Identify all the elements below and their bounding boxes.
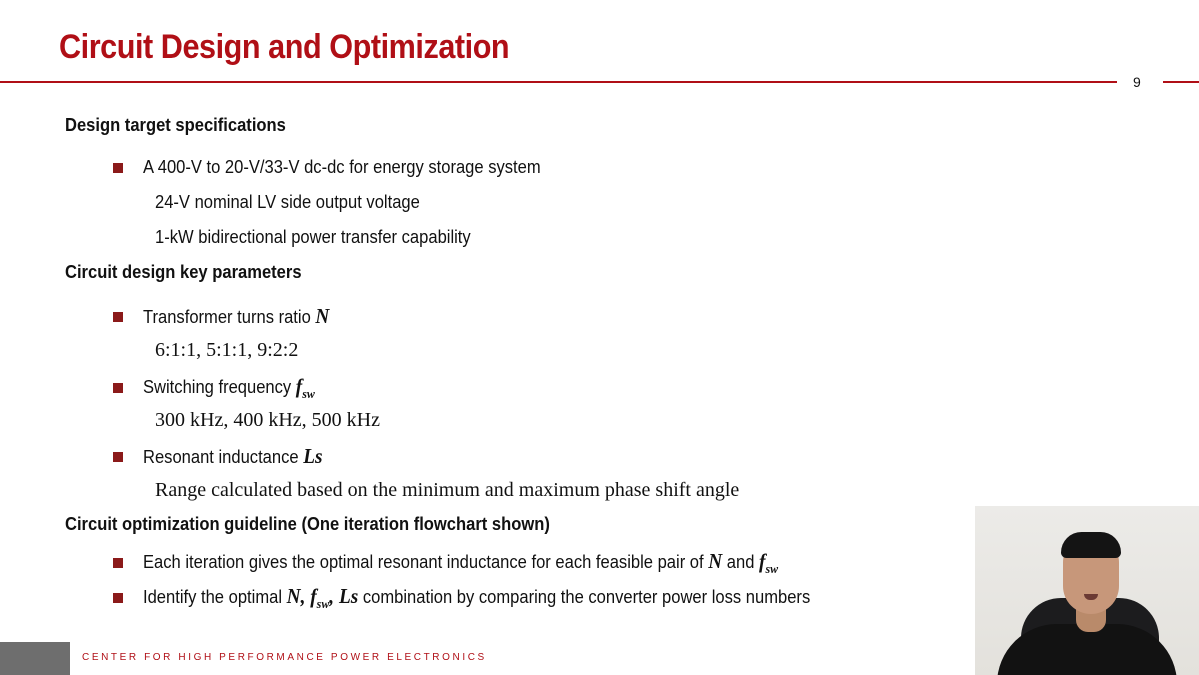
bullet-square-icon <box>113 383 123 393</box>
bullet-resonant-inductance <box>113 444 338 469</box>
bullet-design-target <box>113 157 575 178</box>
bullet-square-icon <box>113 452 123 462</box>
ind-label: Resonant inductance <box>143 447 304 467</box>
webcam-hair <box>1061 532 1121 558</box>
bullet-square-icon <box>113 163 123 173</box>
turns-label: Transformer turns ratio <box>143 307 316 327</box>
title-rule-left <box>0 81 1117 83</box>
sub-item-power: 1-kW bidirectional power transfer capability <box>155 227 471 247</box>
bullet-switching-frequency <box>113 374 330 402</box>
webcam-video[interactable] <box>975 506 1199 675</box>
slide-title: Circuit Design and Optimization <box>59 28 510 66</box>
ind-values: Range calculated based on the minimum and maximum phase shift angle <box>155 479 740 501</box>
footer-gray-block <box>0 642 70 675</box>
sub-item-voltage: 24-V nominal LV side output voltage <box>155 192 420 212</box>
turns-symbol: N <box>315 304 330 328</box>
freq-values: 300 kHz, 400 kHz, 500 kHz <box>155 409 380 431</box>
bullet-square-icon <box>113 593 123 603</box>
heading-key-params: Circuit design key parameters <box>65 262 302 282</box>
bullet-text <box>143 444 323 469</box>
turns-values: 6:1:1, 5:1:1, 9:2:2 <box>155 339 299 361</box>
footer-org-name: CENTER FOR HIGH PERFORMANCE POWER ELECTRONICS <box>82 652 487 663</box>
title-rule-right <box>1163 81 1199 83</box>
bullet-text: Identify the optimal N, $f_{sw}$, Ls combination by comparing the converter power loss numbers <box>143 584 811 612</box>
page-number: 9 <box>1133 74 1141 90</box>
bullet-text: A 400-V to 20-V/33-V dc-dc for energy storage system <box>143 157 541 177</box>
ind-symbol: Ls <box>303 444 323 468</box>
freq-label: Switching frequency <box>143 377 296 397</box>
freq-symbol: $f_{sw}$ <box>295 374 315 402</box>
bullet-text <box>143 304 329 329</box>
heading-design-target: Design target specifications <box>65 115 286 135</box>
bullet-square-icon <box>113 558 123 568</box>
heading-optimization: Circuit optimization guideline (One iteration flowchart shown) <box>65 514 550 534</box>
bullet-text: Each iteration gives the optimal resonant inductance for each feasible pair of N and $f_{sw}$ <box>143 549 779 577</box>
bullet-square-icon <box>113 312 123 322</box>
bullet-text <box>143 374 315 402</box>
bullet-turns-ratio <box>113 304 346 329</box>
bullet-iteration <box>113 549 833 577</box>
bullet-identify-optimal <box>113 584 868 612</box>
